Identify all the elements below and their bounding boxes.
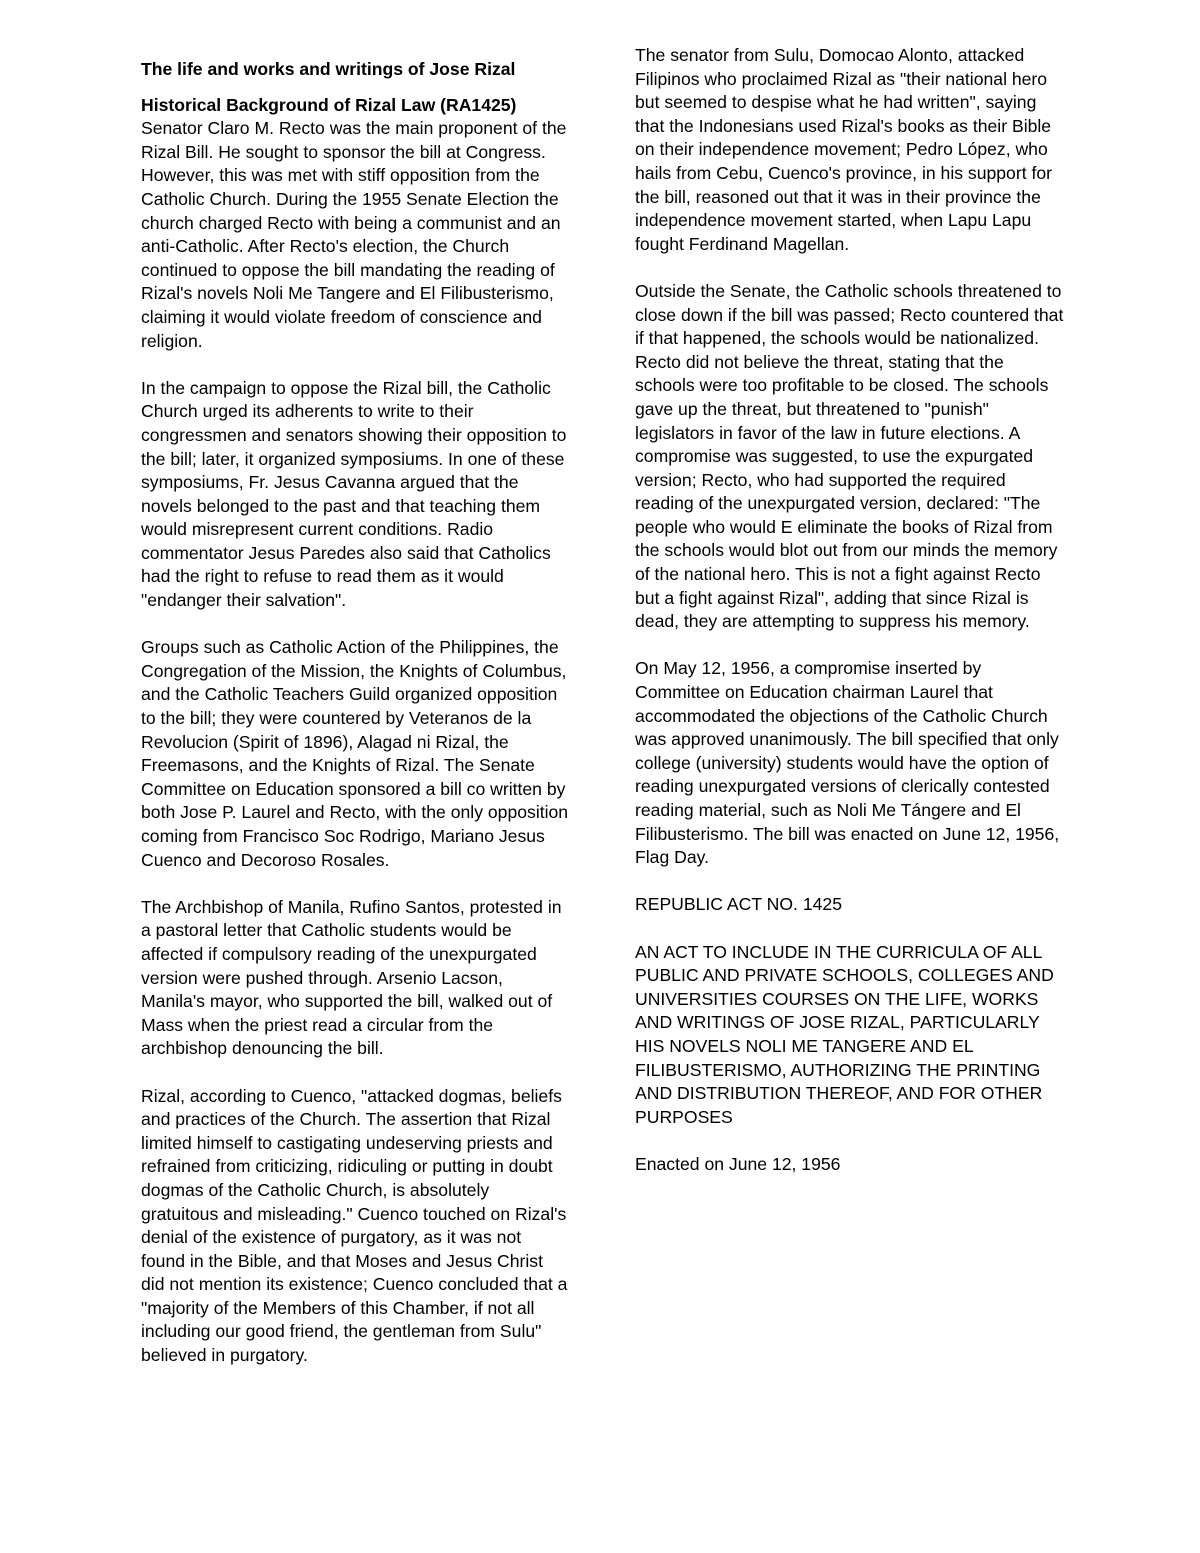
- act-full-title: AN ACT TO INCLUDE IN THE CURRICULA OF ALL PUBLIC AND PRIVATE SCHOOLS, COLLEGES AND UNIVERSITIES COURSES ON THE LIFE, WORKS AND WRITINGS OF JOSE RIZAL, PARTICULARLY HIS NOVELS NOLI ME TANGERE AND EL FILIBUSTERISMO, AUTHORIZING THE PRINTING AND DISTRIBUTION THEREOF, AND FOR OTHER PURPOSES: [635, 941, 1054, 1127]
- paragraph-alonto-lopez: The senator from Sulu, Domocao Alonto, attacked Filipinos who proclaimed Rizal as "their national hero but seemed to despise what he had written", saying that the Indonesians used Rizal's books as their Bible on their independence movement; Pedro López, who hails from Cebu, Cuenco's province, in his support for the bill, reasoned out that it was in their province the independence movement started, when Lapu Lapu fought Ferdinand Magellan.: [635, 45, 1053, 254]
- right-column: [635, 44, 1065, 1200]
- paragraph-cuenco-dogmas: Rizal, according to Cuenco, "attacked dogmas, beliefs and practices of the Church. The assertion that Rizal limited himself to castigating undeserving priests and refrained from criticizing, ridiculing or putting in doubt dogmas of the Catholic Church, is absolutely gratuitous and misleading." Cuenco touched on Rizal's denial of the existence of purgatory, as it was not found in the Bible, and that Moses and Jesus Christ did not mention its existence; Cuenco concluded that a "majority of the Members of this Chamber, if not all including our good friend, the gentleman from Sulu" believed in purgatory.: [141, 1085, 568, 1366]
- paragraph-catholic-schools: Outside the Senate, the Catholic schools threatened to close down if the bill was passed; Recto countered that if that happened, the schools would be nationalized. Recto did not believe the threat, stating that the schools were too profitable to be closed. The schools gave up the threat, but threatened to "punish" legislators in favor of the law in future elections. A compromise was suggested, to use the expurgated version; Recto, who had supported the required reading of the unexpurgated version, declared: "The people who would E eliminate the books of Rizal from the schools would blot out from our minds the memory of the national hero. This is not a fight against Recto but a fight against Rizal", adding that since Rizal is dead, they are attempting to suppress his memory.: [635, 280, 1064, 632]
- section-heading: Historical Background of Rizal Law (RA1425): [141, 94, 517, 115]
- paragraph-archbishop-letter: The Archbishop of Manila, Rufino Santos, protested in a pastoral letter that Catholic students would be affected if compulsory reading of the unexpurgated version were pushed through. Arsenio Lacson, Manila's mayor, who supported the bill, walked out of Mass when the priest read a circular from the archbishop denouncing the bill.: [141, 896, 562, 1059]
- enactment-date: Enacted on June 12, 1956: [635, 1153, 841, 1174]
- document-title: The life and works and writings of Jose Rizal: [141, 59, 516, 79]
- republic-act-number: REPUBLIC ACT NO. 1425: [635, 894, 842, 915]
- paragraph-compromise: On May 12, 1956, a compromise inserted by Committee on Education chairman Laurel that accommodated the objections of the Catholic Church was approved unanimously. The bill specified that only college (university) students would have the option of reading unexpurgated versions of clerically contested reading material, such as Noli Me Tángere and El Filibusterismo. The bill was enacted on June 12, 1956, Flag Day.: [635, 658, 1060, 868]
- paragraph-recto-proponent: Senator Claro M. Recto was the main proponent of the Rizal Bill. He sought to sponsor the bill at Congress. However, this was met with stiff opposition from the Catholic Church. During the 1955 Senate Election the church charged Recto with being a communist and an anti-Catholic. After Recto's election, the Church continued to oppose the bill mandating the reading of Rizal's novels Noli Me Tangere and El Filibusterismo, claiming it would violate freedom of conscience and religion.: [141, 118, 567, 351]
- left-column: [141, 44, 569, 1391]
- paragraph-church-campaign: In the campaign to oppose the Rizal bill, the Catholic Church urged its adherents to write to their congressmen and senators showing their opposition to the bill; later, it organized symposiums. In one of these symposiums, Fr. Jesus Cavanna argued that the novels belonged to the past and that teaching them would misrepresent current conditions. Radio commentator Jesus Paredes also said that Catholics had the right to refuse to read them as it would "endanger their salvation".: [141, 377, 567, 611]
- paragraph-groups-opposition: Groups such as Catholic Action of the Philippines, the Congregation of the Mission, the Knights of Columbus, and the Catholic Teachers Guild organized opposition to the bill; they were countered by Veteranos de la Revolucion (Spirit of 1896), Alagad ni Rizal, the Freemasons, and the Knights of Rizal. The Senate Committee on Education sponsored a bill co written by both Jose P. Laurel and Recto, with the only opposition coming from Francisco Soc Rodrigo, Mariano Jesus Cuenco and Decoroso Rosales.: [141, 637, 569, 870]
